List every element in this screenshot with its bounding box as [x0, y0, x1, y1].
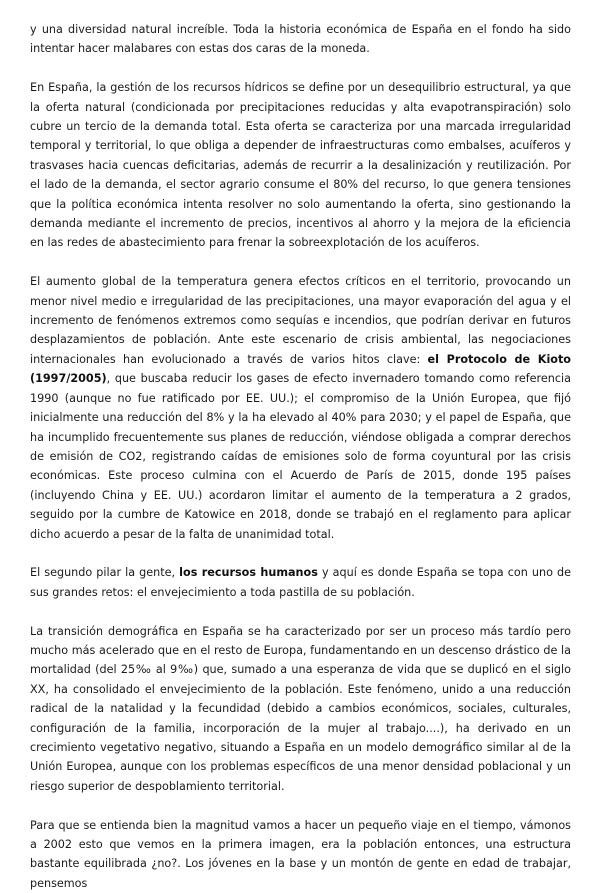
paragraph-water-resources: En España, la gestión de los recursos hídricos se define por un desequilibrio estructural, ya que la oferta natural (condicionada por precipitaciones reducidas y alta evapotranspiración) solo cubre un tercio de la demanda total. Esta oferta se caracteriza por una marcada irregularidad temporal y territorial, lo que obliga a depender de infraestructuras como embalses, acuíferos y trasvases hacia cuencas deficitarias, además de recurrir a la desalinización y reutilización. Por el lado de la demanda, el sector agrario consume el 80% del recurso, lo que genera tensiones que la política económica intenta resolver no solo aumentando la oferta, sino gestionando la demanda mediante el incremento de precios, incentivos al ahorro y la mejora de la eficiencia en las redes de abastecimiento para frenar la sobreexplotación de los acuíferos. — [30, 81, 571, 250]
paragraph-intro-continuation: y una diversidad natural increíble. Toda la historia económica de España en el fondo ha sido intentar hacer malabares con estas dos caras de la moneda. — [30, 23, 571, 56]
human-text-before: El segundo pilar la gente, — [30, 566, 180, 580]
paragraph-human-resources — [30, 563, 571, 602]
kyoto-protocol-highlight: el Protocolo de Kioto (1997/2005) — [30, 352, 571, 386]
climate-text-after: , que buscaba reducir los gases de efecto invernadero tomando como referencia 1990 (aunque no fue ratificado por EE. UU.); el compromiso de la Unión Europea, que fijó inicialmente una reducción del 8% y la ha elevado al 40% para 2030; y el papel de España, que ha incumplido frecuentemente sus planes de reducción, viéndose obligada a comprar derechos de emisión de CO2, registrando caídas de emisiones solo de forma coyuntural por las crisis económicas. Este proceso culmina con el Acuerdo de París de 2015, donde 195 países (incluyendo China y EE. UU.) acordaron limitar el aumento de la temperatura a 2 grados, seguido por la cumbre de Katowice en 2018, donde se trabajó en el reglamento para aplicar dicho acuerdo a pesar de la falta de unanimidad total. — [30, 372, 571, 541]
climate-text-before: El aumento global de la temperatura genera efectos críticos en el territorio, provocando un menor nivel medio e irregularidad de las precipitaciones, una mayor evaporación del agua y el incremento de fenómenos extremos como sequías e incendios, que podrían derivar en futuros desplazamientos de población. Ante este escenario de crisis ambiental, las negociaciones internacionales han evolucionado a través de varios hitos clave: — [30, 275, 571, 366]
paragraph-time-travel: Para que se entienda bien la magnitud vamos a hacer un pequeño viaje en el tiempo, vámonos a 2002 esto que vemos en la primera imagen, era la población entonces, una estructura bastante equilibrada ¿no?. Los jóvenes en la base y un montón de gente en edad de trabajar, pensemos — [30, 818, 571, 890]
human-text-after: y aquí es donde España se topa con uno de sus grandes retos: el envejecimiento a toda pastilla de su población. — [30, 566, 571, 599]
human-resources-highlight: los recursos humanos — [179, 566, 318, 580]
document-page — [30, 20, 571, 893]
paragraph-climate-change — [30, 272, 571, 544]
paragraph-demographic-transition: La transición demográfica en España se ha caracterizado por ser un proceso más tardío pero mucho más acelerado que en el resto de Europa, fundamentando en un descenso drástico de la mortalidad (del 25‰ al 9‰) que, sumado a una esperanza de vida que se duplicó en el siglo XX, ha consolidado el envejecimiento de la población. Este fenómeno, unido a una reducción radical de la natalidad y la fecundidad (debido a cambios económicos, sociales, culturales, configuración de la familia, incorporación de la mujer al trabajo....), ha derivado en un crecimiento vegetativo negativo, situando a España en un modelo demográfico similar al de la Unión Europea, aunque con los problemas específicos de una menor densidad poblacional y un riesgo superior de despoblamiento territorial. — [30, 624, 571, 793]
